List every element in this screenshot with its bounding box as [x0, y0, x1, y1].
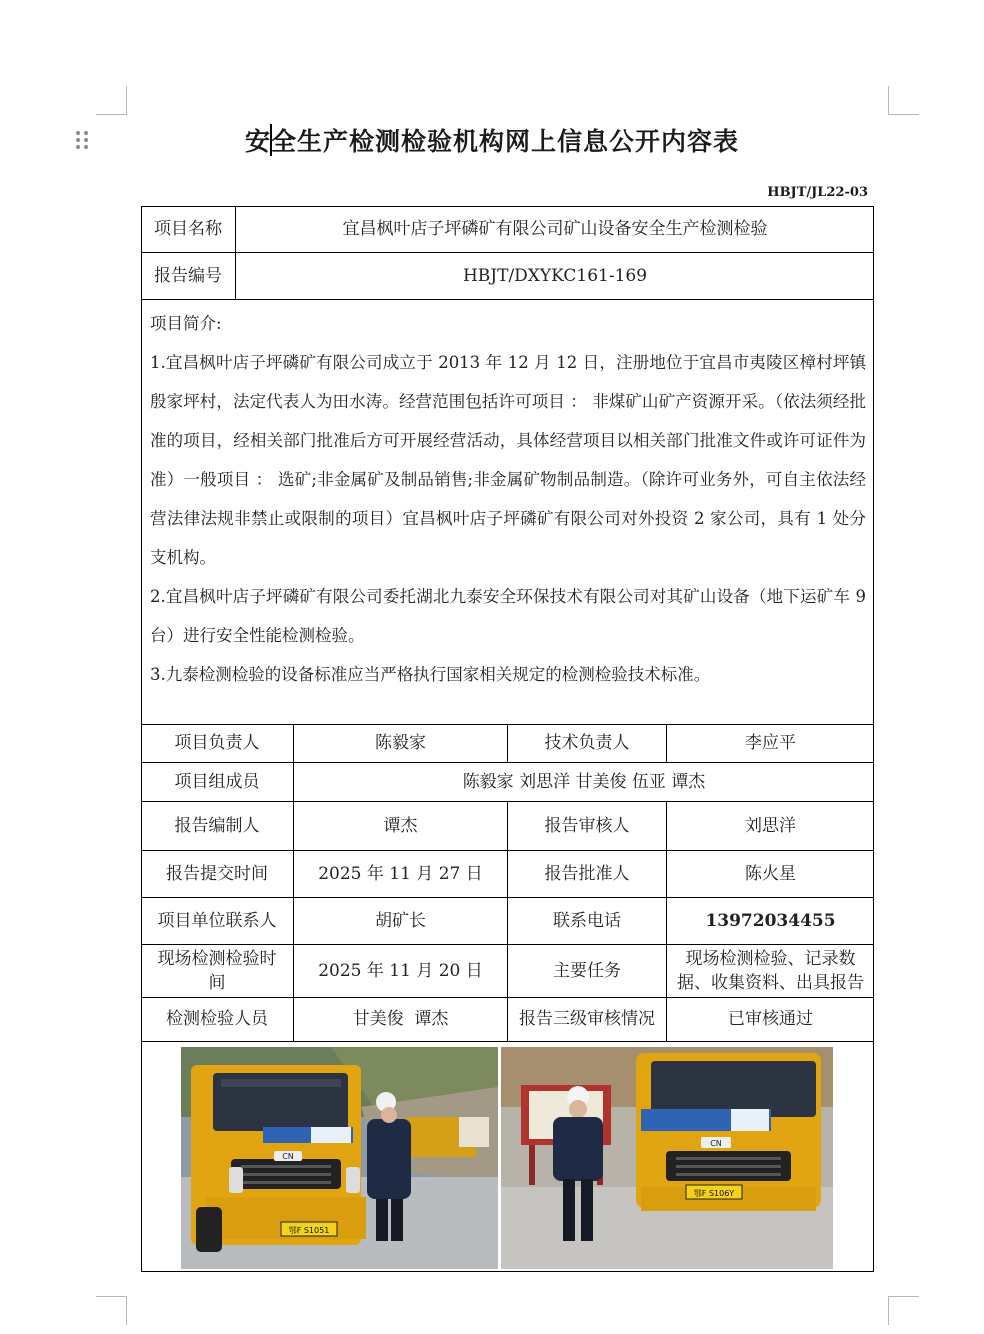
page-corner-mark	[888, 86, 919, 115]
plate-left: 鄂F S1051	[288, 1226, 330, 1235]
main-task-label: 主要任务	[553, 960, 621, 981]
page-corner-mark	[96, 1296, 127, 1325]
project-name-value: 宜昌枫叶店子坪磷矿有限公司矿山设备安全生产检测检验	[342, 219, 768, 239]
review-status-value: 已审核通过	[728, 1009, 813, 1029]
inspection-time-label: 现场检测检验时间	[157, 948, 277, 993]
members-label: 项目组成员	[174, 771, 260, 792]
inspectors-value: 甘美俊 谭杰	[352, 1009, 449, 1029]
form-code: HBJT/JL22-03	[767, 185, 868, 200]
approver-value: 陈火星	[745, 863, 796, 884]
intro-paragraph-2: 2.宜昌枫叶店子坪磷矿有限公司委托湖北九泰安全环保技术有限公司对其矿山设备（地下运矿车 9 台）进行安全性能检测检验。	[150, 587, 866, 645]
page-corner-mark	[888, 1296, 919, 1325]
members-value: 陈毅家 刘思洋 甘美俊 伍亚 谭杰	[462, 771, 706, 792]
inspection-time-value: 2025 年 11 月 20 日	[318, 960, 483, 981]
approver-label: 报告批准人	[544, 863, 630, 884]
contact-value: 胡矿长	[375, 910, 426, 931]
intro-paragraph-3: 3.九泰检测检验的设备标准应当严格执行国家相关规定的检测检验技术标准。	[150, 665, 711, 684]
intro-heading: 项目简介:	[150, 314, 222, 333]
submit-time-label: 报告提交时间	[166, 863, 268, 884]
site-photo-right[interactable]	[501, 1047, 833, 1269]
report-number-label: 报告编号	[154, 266, 222, 286]
compiler-value: 谭杰	[383, 815, 418, 836]
contact-label: 项目单位联系人	[157, 910, 277, 931]
reviewer-value: 刘思洋	[745, 815, 796, 836]
compiler-label: 报告编制人	[174, 815, 260, 836]
project-intro	[150, 304, 866, 694]
project-leader-value: 陈毅家	[375, 733, 426, 753]
page-corner-mark	[96, 86, 127, 115]
tech-leader-label: 技术负责人	[544, 733, 630, 753]
document-title[interactable]: 安全生产检测检验机构网上信息公开内容表	[244, 127, 739, 156]
review-status-label: 报告三级审核情况	[519, 1009, 655, 1029]
tech-leader-value: 李应平	[745, 733, 796, 753]
phone-value: 13972034455	[705, 910, 836, 931]
phone-label: 联系电话	[553, 910, 621, 931]
truck-badge-left: CN	[282, 1152, 294, 1161]
plate-right: 鄂F S106Y	[693, 1189, 735, 1198]
site-photo-left[interactable]	[181, 1047, 498, 1269]
project-leader-label: 项目负责人	[174, 733, 260, 753]
reviewer-label: 报告审核人	[544, 815, 630, 836]
inspectors-label: 检测检验人员	[166, 1009, 268, 1029]
report-number-value: HBJT/DXYKC161-169	[462, 266, 648, 286]
main-task-value: 现场检测检验、记录数据、收集资料、出具报告	[677, 948, 864, 993]
intro-paragraph-1: 1.宜昌枫叶店子坪磷矿有限公司成立于 2013 年 12 月 12 日，注册地位于宜昌市夷陵区樟村坪镇殷家坪村，法定代表人为田水涛。经营范围包括许可项目 ： 非煤矿山矿产资源开采。（依法须经批准的项目，经相关部门批准后方可开展经营活动，具体经营项目以相关部门批准文件或许可证件为准）一般项目 ： 选矿;非金属矿及制品销售;非金属矿物制品制造。（除许可业务外，可自主依法经营法律法规非禁止或限制的项目）宜昌枫叶店子坪磷矿有限公司对外投资 2 家公司，具有 1 处分支机构。	[150, 353, 866, 567]
submit-time-value: 2025 年 11 月 27 日	[318, 863, 483, 884]
project-name-label: 项目名称	[154, 219, 222, 239]
truck-badge-right: CN	[710, 1139, 722, 1148]
